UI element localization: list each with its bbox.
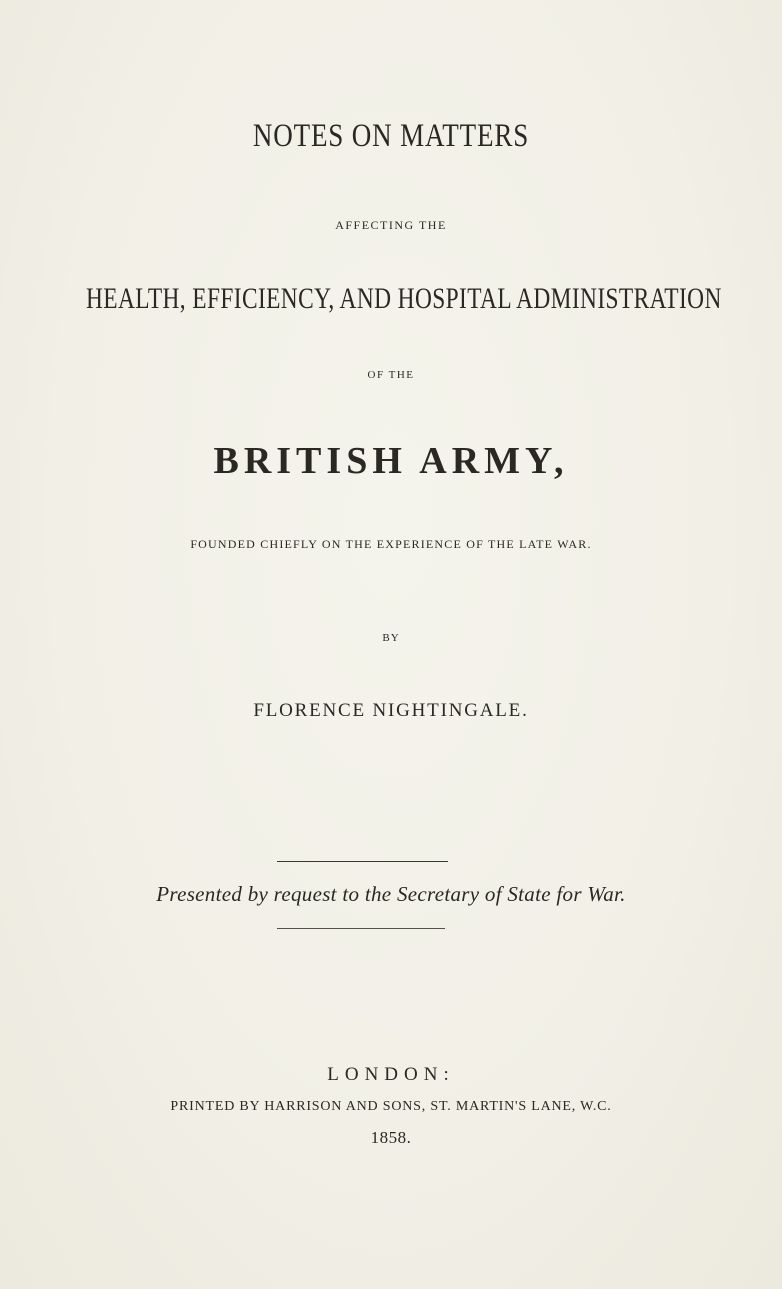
author-name: FLORENCE NIGHTINGALE. [253,700,529,721]
of-the-line: OF THE [367,369,415,381]
founded-line: FOUNDED CHIEFLY ON THE EXPERIENCE OF THE LATE WAR. [190,537,592,551]
affecting-line: AFFECTING THE [335,218,447,232]
subject-line: HEALTH, EFFICIENCY, AND HOSPITAL ADMINISTRATION [86,282,722,315]
book-title: NOTES ON MATTERS [252,118,530,154]
presented-line: Presented by request to the Secretary of State for War. [156,882,626,906]
by-line: BY [382,632,400,644]
divider-top [277,861,448,862]
imprint-year: 1858. [370,1128,412,1147]
imprint-city: LONDON: [327,1064,455,1085]
divider-bottom [277,928,445,929]
main-subject: BRITISH ARMY, [213,440,569,482]
imprint-printer: PRINTED BY HARRISON AND SONS, ST. MARTIN'S LANE, W.C. [170,1099,612,1114]
